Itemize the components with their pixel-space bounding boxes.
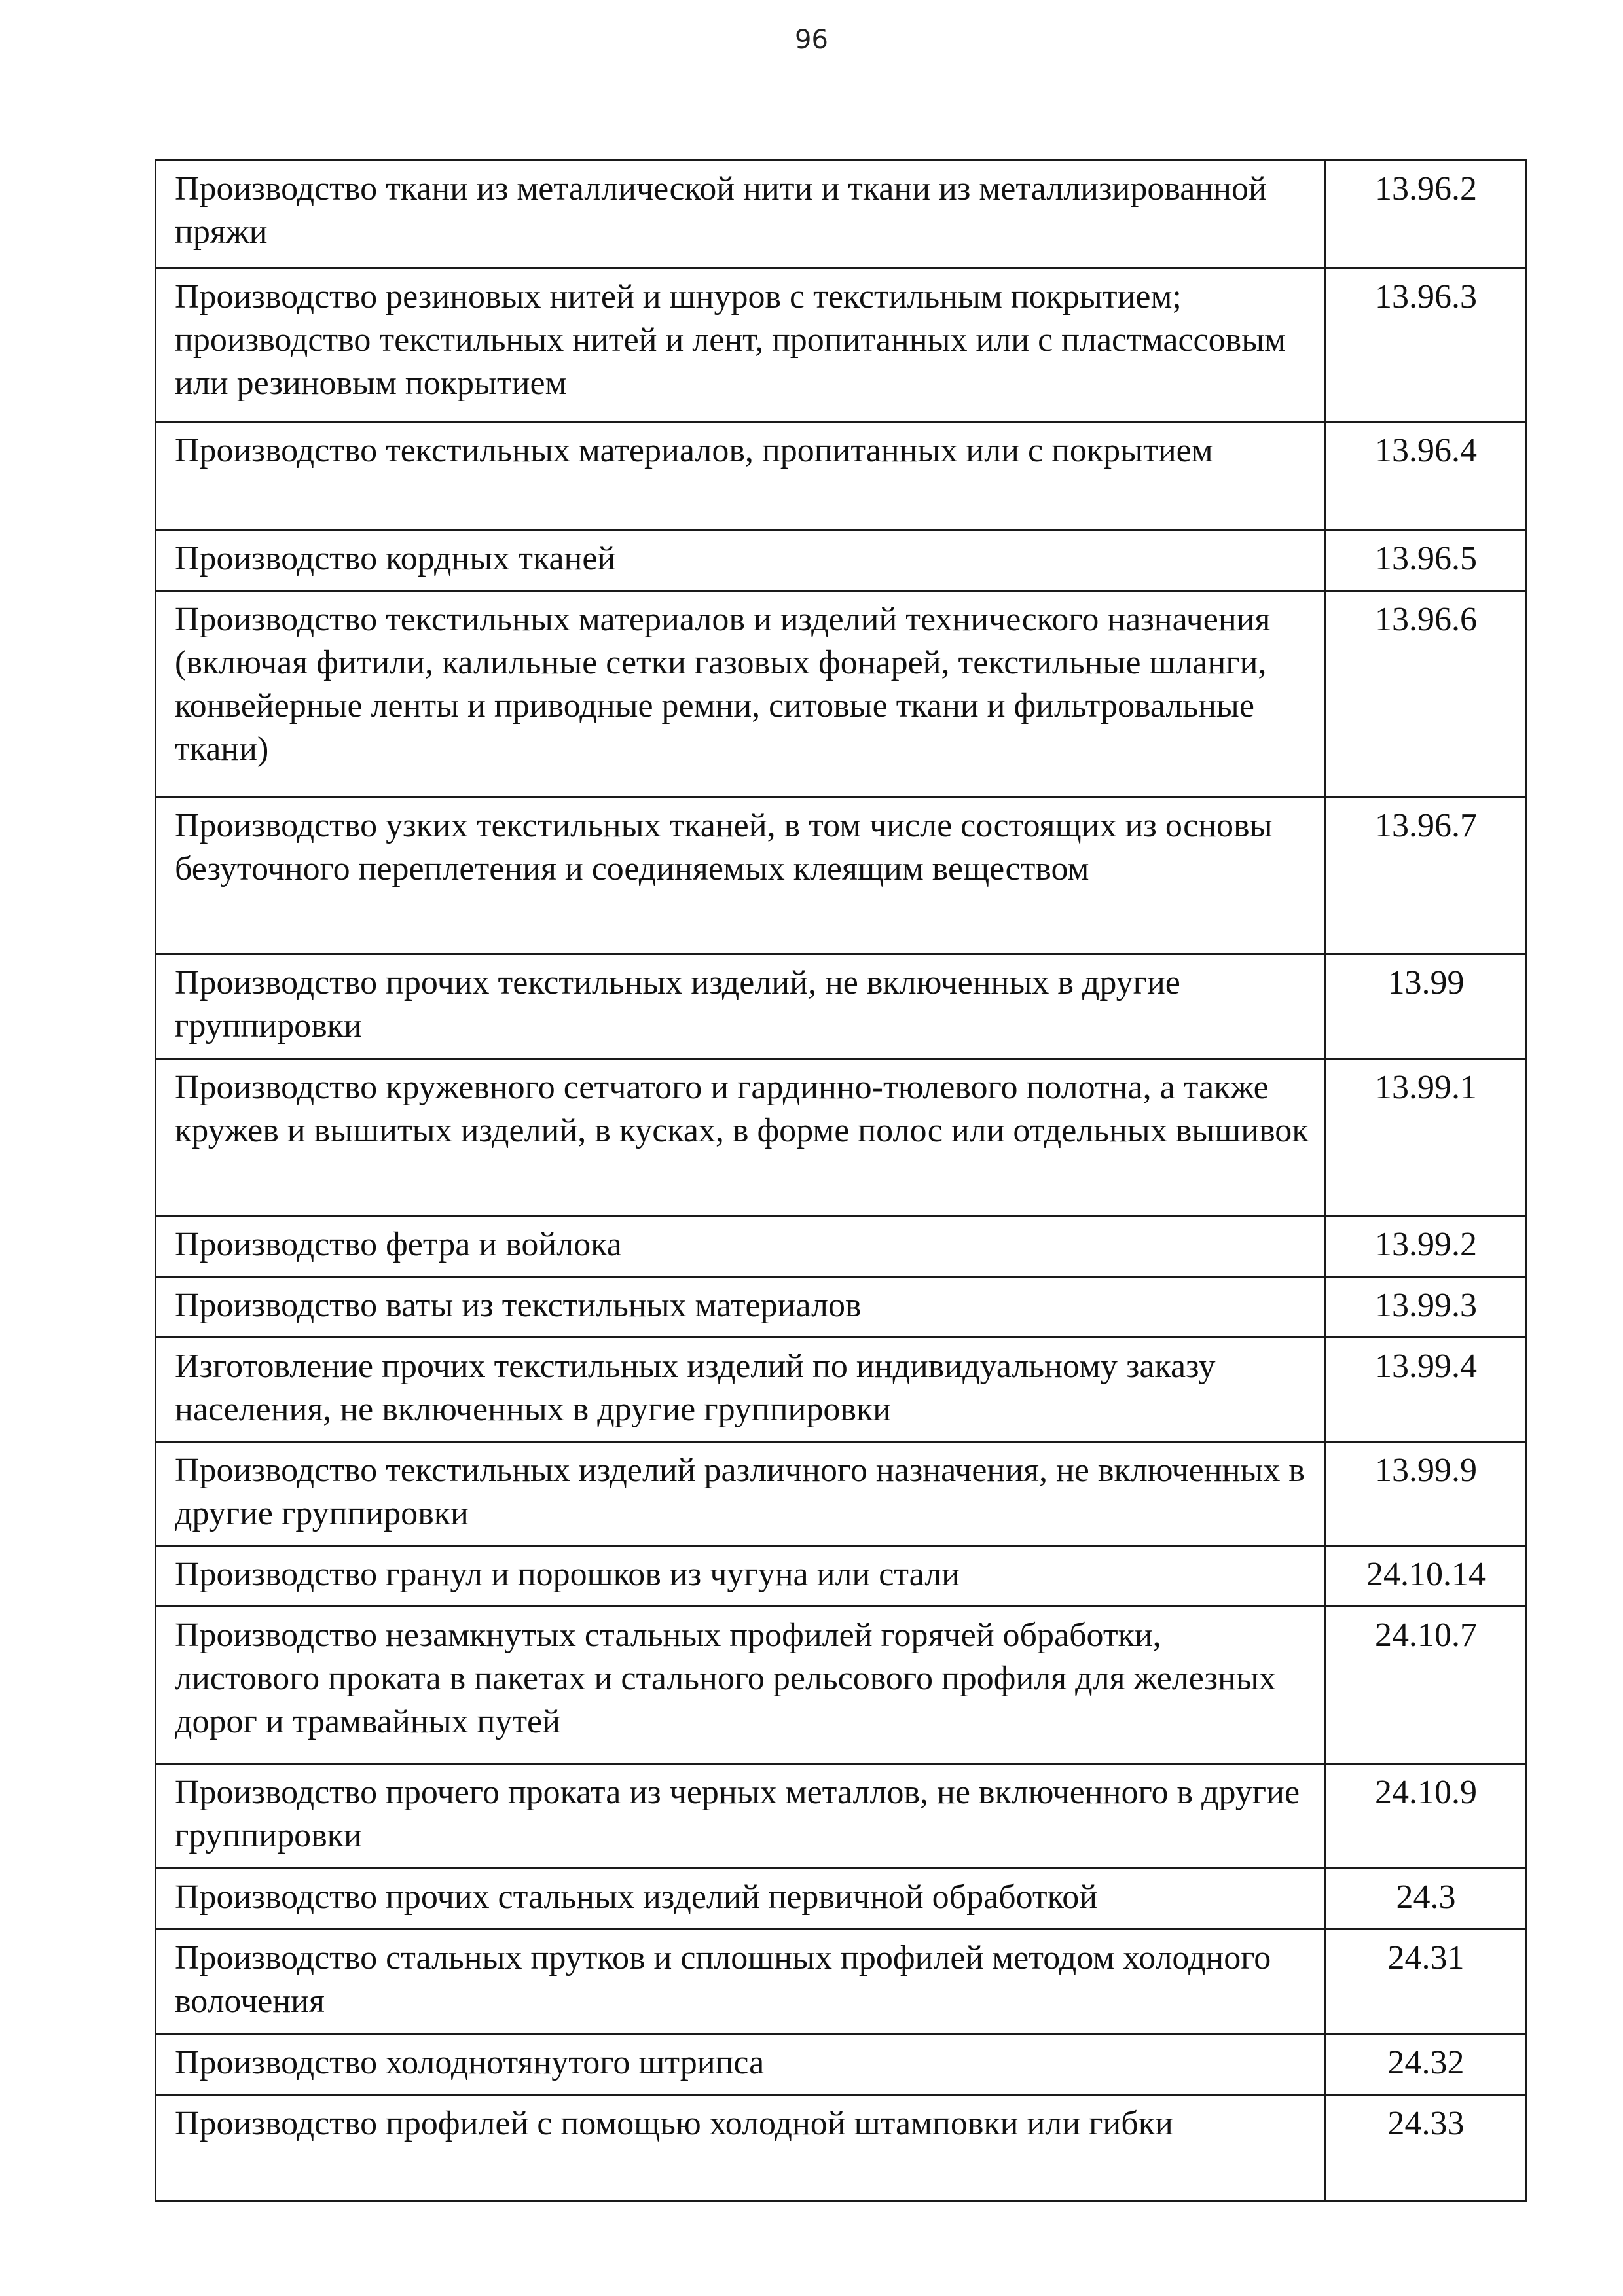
activity-code: 24.31: [1326, 1929, 1527, 2034]
activity-description: Производство холоднотянутого штрипса: [156, 2034, 1326, 2095]
activity-description: Производство профилей с помощью холодной штамповки или гибки: [156, 2095, 1326, 2202]
activity-description: Производство ваты из текстильных материалов: [156, 1277, 1326, 1338]
table-row: [156, 1059, 1527, 1216]
table-row: [156, 954, 1527, 1059]
activity-description: Производство гранул и порошков из чугуна или стали: [156, 1546, 1326, 1607]
activity-code: 13.99.3: [1326, 1277, 1527, 1338]
activity-code: 13.96.2: [1326, 160, 1527, 268]
activity-code: 13.99: [1326, 954, 1527, 1059]
table-row: [156, 1277, 1527, 1338]
activity-description: Производство стальных прутков и сплошных профилей методом холодного волочения: [156, 1929, 1326, 2034]
activity-code: 24.10.14: [1326, 1546, 1527, 1607]
activity-description: Производство ткани из металлической нити и ткани из металлизированной пряжи: [156, 160, 1326, 268]
activity-description: Производство текстильных материалов и изделий технического назначения (включая фитили, калильные сетки газовых фонарей, текстильные шланги, конвейерные ленты и приводные ремни, ситовые ткани и фильтровальные ткани): [156, 591, 1326, 797]
table-row: [156, 2034, 1527, 2095]
activity-description: Производство текстильных изделий различного назначения, не включенных в другие группировки: [156, 1442, 1326, 1546]
activity-description: Производство резиновых нитей и шнуров с текстильным покрытием; производство текстильных нитей и лент, пропитанных или с пластмассовым или резиновым покрытием: [156, 268, 1326, 422]
page-number: 96: [795, 25, 828, 55]
table-row: [156, 591, 1527, 797]
table-row: [156, 268, 1527, 422]
table-row: [156, 2095, 1527, 2202]
activity-code: 24.10.9: [1326, 1764, 1527, 1869]
activity-description: Производство незамкнутых стальных профилей горячей обработки, листового проката в пакетах и стального рельсового профиля для железных дорог и трамвайных путей: [156, 1607, 1326, 1764]
table-row: [156, 422, 1527, 530]
activity-code: 24.3: [1326, 1869, 1527, 1929]
activity-description: Производство кордных тканей: [156, 530, 1326, 591]
activity-code: 13.99.1: [1326, 1059, 1527, 1216]
activity-code: 13.96.5: [1326, 530, 1527, 591]
activity-description: Производство прочих стальных изделий первичной обработкой: [156, 1869, 1326, 1929]
activity-description: Производство прочего проката из черных металлов, не включенного в другие группировки: [156, 1764, 1326, 1869]
table-row: [156, 1216, 1527, 1277]
activity-codes-table: [155, 159, 1527, 2202]
activity-code: 13.99.9: [1326, 1442, 1527, 1546]
activity-code: 13.99.4: [1326, 1338, 1527, 1442]
table-row: [156, 1546, 1527, 1607]
table-row: [156, 1607, 1527, 1764]
activity-description: Производство фетра и войлока: [156, 1216, 1326, 1277]
table-row: [156, 1764, 1527, 1869]
activity-code: 13.99.2: [1326, 1216, 1527, 1277]
activity-description: Производство кружевного сетчатого и гардинно-тюлевого полотна, а также кружев и вышитых изделий, в кусках, в форме полос или отдельных вышивок: [156, 1059, 1326, 1216]
activity-code: 24.33: [1326, 2095, 1527, 2202]
activity-code: 24.10.7: [1326, 1607, 1527, 1764]
table-row: [156, 160, 1527, 268]
table-row: [156, 1869, 1527, 1929]
activity-code: 13.96.7: [1326, 797, 1527, 954]
table-row: [156, 1929, 1527, 2034]
activity-description: Производство узких текстильных тканей, в том числе состоящих из основы безуточного переплетения и соединяемых клеящим веществом: [156, 797, 1326, 954]
activity-code: 24.32: [1326, 2034, 1527, 2095]
activity-description: Производство прочих текстильных изделий, не включенных в другие группировки: [156, 954, 1326, 1059]
table-row: [156, 1442, 1527, 1546]
activity-code: 13.96.6: [1326, 591, 1527, 797]
activity-code: 13.96.4: [1326, 422, 1527, 530]
table-row: [156, 797, 1527, 954]
table-row: [156, 530, 1527, 591]
table-row: [156, 1338, 1527, 1442]
activity-description: Изготовление прочих текстильных изделий по индивидуальному заказу населения, не включенных в другие группировки: [156, 1338, 1326, 1442]
activity-code: 13.96.3: [1326, 268, 1527, 422]
activity-description: Производство текстильных материалов, пропитанных или с покрытием: [156, 422, 1326, 530]
